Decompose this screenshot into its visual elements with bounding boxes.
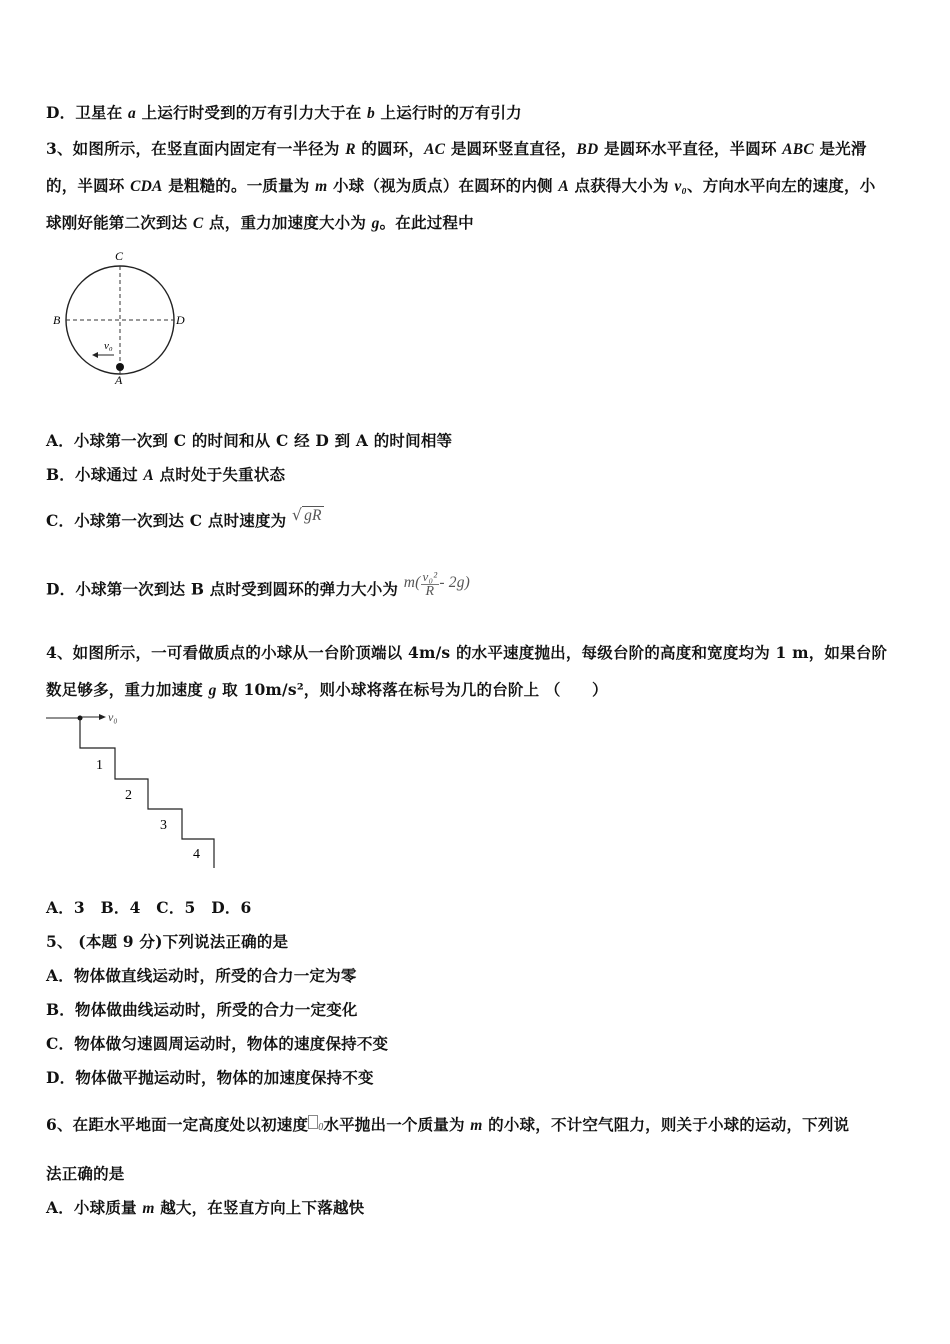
- q3-stem-line-3: 球刚好能第二次到达 C 点，重力加速度大小为 g。在此过程中: [46, 213, 474, 232]
- q3-option-d: D．小球第一次到达 B 点时受到圆环的弹力大小为 m( $\frac{\text{v₀²}}{R}$ - 2g): [46, 569, 471, 599]
- q6-stem-line-2: 法正确的是: [46, 1164, 125, 1183]
- label-a: A: [115, 373, 123, 387]
- q3-option-a: A．小球第一次到 C 的时间和从 C 经 D 到 A 的时间相等: [46, 431, 453, 450]
- step-label-2: 2: [125, 788, 132, 803]
- q4-options: A．3 B．4 C．5 D．6: [46, 898, 252, 917]
- q5-option-d: D．物体做平抛运动时，物体的加速度保持不变: [46, 1068, 374, 1087]
- label-b: B: [53, 313, 61, 327]
- formula-tail: - 2g): [439, 573, 471, 591]
- q3-option-c: C．小球第一次到达 C 点时速度为 √ gR: [46, 506, 322, 530]
- formula-m: m(: [403, 573, 421, 591]
- q5-stem: 5、 (本题 9 分)下列说法正确的是: [46, 932, 289, 951]
- q5-option-b: B．物体做曲线运动时，所受的合力一定变化: [46, 1000, 358, 1019]
- velocity-arrowhead: [99, 714, 106, 720]
- label-v0: v₀: [104, 340, 113, 352]
- label-d: D: [176, 313, 185, 327]
- q4-staircase-figure: [44, 706, 224, 872]
- q5-option-c: C．物体做匀速圆周运动时，物体的速度保持不变: [46, 1034, 389, 1053]
- formula-fraction: $\frac{\text{v₀²}}{R}$: [422, 569, 438, 599]
- q6-stem-line-1: 6、在距水平地面一定高度处以初速度 0水平抛出一个质量为 m 的小球，不计空气阻力，则关于小球的运动，下列说: [46, 1115, 850, 1134]
- step-label-4: 4: [193, 847, 200, 862]
- label-v0: v₀: [108, 710, 118, 724]
- q3-option-b: B．小球通过 A 点时处于失重状态: [46, 465, 286, 484]
- q6-option-a: A．小球质量 m 越大，在竖直方向上下落越快: [46, 1198, 365, 1217]
- missing-symbol-box: [308, 1115, 318, 1129]
- stairs: [80, 718, 214, 868]
- velocity-arrowhead: [92, 352, 98, 358]
- ball: [116, 363, 124, 371]
- q3-circle-figure: [48, 245, 198, 390]
- q4-stem-line-1: 4、如图所示，一可看做质点的小球从一台阶顶端以 4m/s 的水平速度抛出，每级台阶的高度和宽度均为 1 m，如果台阶: [46, 643, 888, 662]
- sqrt-expression: √ gR: [291, 506, 322, 524]
- step-label-3: 3: [160, 818, 167, 833]
- step-label-1: 1: [96, 758, 103, 773]
- q4-stem-line-2: 数足够多，重力加速度 g 取 10m/s²，则小球将落在标号为几的台阶上 （ ）: [46, 680, 608, 699]
- label-c: C: [115, 249, 124, 263]
- q2-option-d: D．卫星在 a 上运行时受到的万有引力大于在 b 上运行时的万有引力: [46, 103, 522, 122]
- q3-stem-line-1: 3、如图所示，在竖直面内固定有一半径为 R 的圆环，AC 是圆环竖直直径，BD 是圆环水平直径，半圆环 ABC 是光滑: [46, 139, 867, 158]
- q5-option-a: A．物体做直线运动时，所受的合力一定为零: [46, 966, 357, 985]
- q3-stem-line-2: 的，半圆环 CDA 是粗糙的。一质量为 m 小球（视为质点）在圆环的内侧 A 点获得大小为 v₀、方向水平向左的速度，小: [46, 176, 876, 195]
